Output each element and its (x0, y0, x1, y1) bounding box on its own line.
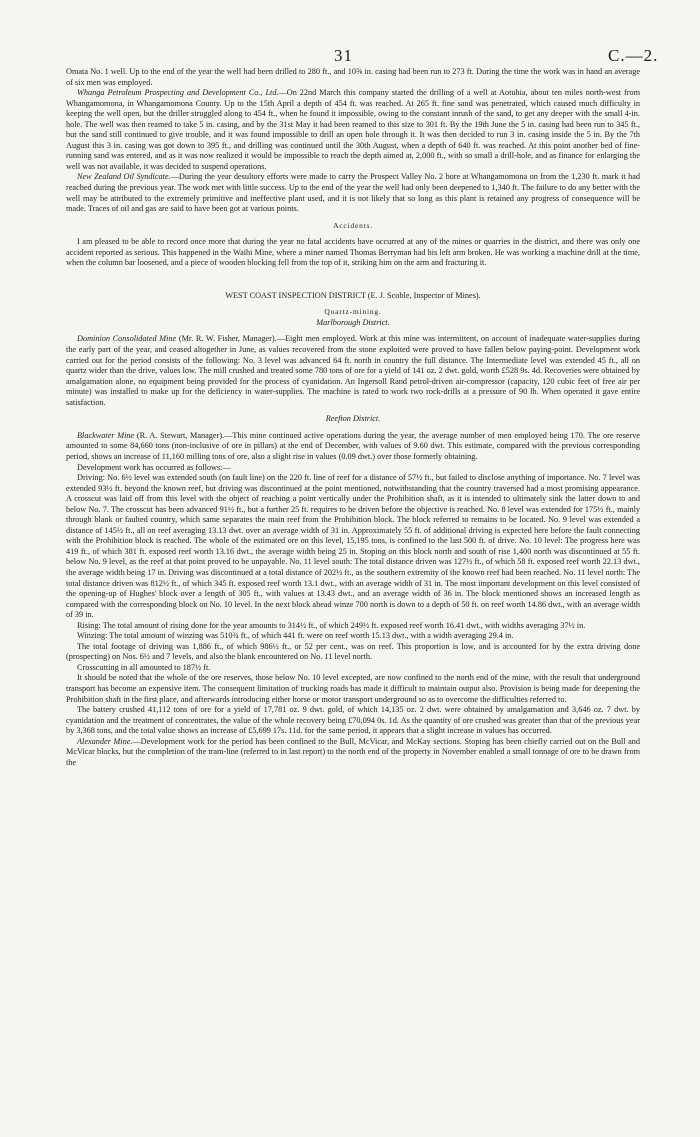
company-name: Whanga Petroleum Prospecting and Development Co., Ltd. (77, 88, 279, 98)
paragraph-crosscutting: Crosscutting in all amounted to 187½ ft. (77, 662, 211, 672)
page-body (66, 67, 640, 768)
paragraph-alexander (66, 737, 640, 769)
paragraph-whanga (66, 88, 640, 172)
heading-marlborough: Marlborough District. (316, 317, 390, 327)
paragraph-text: —Development work for the period has been confined to the Bull, McVicar, and McKay sections. Stoping has been chiefly carried out on the Bull and McVicar blocks, but the completion of the tram-line (referred to in last report) to the north end of the property in November enabled a small tonnage of ore to be drawn from the (66, 736, 640, 767)
page-number: 31 (334, 46, 353, 65)
paragraph-rising: Rising: The total amount of rising done for the year amounts to 314½ ft., of which 249½ ft. exposed reef worth 16.41 dwt., with widths averaging 37½ in. (77, 620, 586, 630)
paragraph-ore-reserves: It should be noted that the whole of the ore reserves, those below No. 10 level excepted, are now confined to the north end of the mine, with the result that underground transport has become an expensive item. The consequent limitation of trucking roads has made it difficult to maintain output also. Provision is being made for deepening the Prohibition shaft in the first place, and afterwards introducing either horse or motor transport underground so as to overcome the difficulties referred to. (66, 673, 640, 704)
heading-reefton: Reefton District. (325, 414, 381, 424)
heading-quartz-mining: Quartz-mining. (324, 307, 382, 317)
paragraph-driving: Driving: No. 6½ level was extended south (on fault line) on the 220 ft. line of reef for a distance of 57½ ft., but failed to disclose anything of importance. No. 7 level was extended 93½ ft. beyond the known reef, but driving was discontinued at the point mentioned, notwithstanding that the country traversed had a most promising appearance. A crosscut was laid off from this level with the object of reaching a point vertically under the Prohibition shaft, as it is intended to ultimately sink the latter down to and below No. 7. The crosscut has been advanced 91½ ft., but a further 25 ft. requires to be driven before the objective is reached. No. 8 level was extended for 175½ ft., mainly through blank or faulted country, which same separates the main reef from the Prohibition block. The block referred to remains to be located. No. 9 level was extended a distance of 145½ ft., all on reef averaging 13.13 dwt. over an average width of 31 in. Approximately 55 ft. of additional driving is expected here before the fault connecting with the Prohibition block is reached. The whole of the estimated ore on this level, 15,195 tons, is confined to the last 500 ft. of drive. No. 10 level: The progress here was 419 ft., of which 381 ft. exposed reef worth 13.16 dwt., the average width being 25 in. Stoping on this block north and south of rise 1,400 north was discontinued at 55 ft. below No. 9 level, as the reef at that point proved to be unpayable. No. 11 level south: The total distance driven was 127½ ft., of which 58 ft. exposed reef worth 22.13 dwt., the average width being 17 in. Driving was discontinued at a total distance of 202½ ft., as the southern extremity of the known reef had been reached. No. 11 level north: The total distance driven was 812½ ft., of which 345 ft. exposed reef worth 13.1 dwt., with an average width of 31 in. The most important development on this level consisted of the opening-up of Hughes' block over a length of 305 ft., with values at 13.43 dwt., and an average width of 36 in. The block mentioned shows an increased length as compared with the corresponding block on No. 10 level. In the next block ahead winze 700 north is down to a depth of 50 ft. on reef worth 14.86 dwt., with an average width of 39 in. (66, 473, 640, 620)
paragraph-text: —On 22nd March this company started the drilling of a well at Aotuhia, about ten miles north-west from Whangamomona, in Whangamomona County. Up to the 15th April a depth of 454 ft. was reached. At 265 ft. fine sand was penetrated, which caused much difficulty in keeping the well open, but the driller struggled along to 454 ft., when he found it impossible, owing to the constant inrush of the sand, to get any deeper with the small 4-in. hole. The well was then reamed to take 5 in. casing, and by the 31st May it had been reamed to this size to 301 ft. By the 19th June the 5 in. casing had been run to 345 ft., but the sand still continued to give trouble, and it was found impossible to drill an open hole through it. It was then decided to run 3 in. casing inside the 5 in. By the 7th August this 3 in. casing was got down to 395 ft., and drilling was continued until the 30th August, when a depth of 640 ft. was reached. At this point another bed of fine-running sand was entered, and as it was now realized it would be impossible to reach the depth aimed at, 2,000 ft., with so small a drill-hole, and as finance for enlarging the well was not available, it was decided to suspend operations. (66, 88, 640, 171)
document-reference: C.—2. (608, 46, 659, 65)
paragraph-text: —During the year desultory efforts were made to carry the Prospect Valley No. 2 bore at Whangamomona on from the 1,230 ft. mark it had reached during the previous year. The work met with little success. Up to the end of the year the well had only been deepened to 1,340 ft. The failure to do any better with the well may be attributed to the extremely primitive and ineffective plant used, and it is not likely that so long as this plant is retained any progress of consequence will be made. Traces of oil and gas are said to have been got at various points. (66, 172, 640, 214)
paragraph-blackwater (66, 431, 640, 463)
paragraph-omata: Omata No. 1 well. Up to the end of the year the well had been drilled to 280 ft., and 10⅝ in. casing had been run to 273 ft. During the time the work was in hand an average of six men was employed. (66, 67, 640, 87)
paragraph-development: Development work has occurred as follows:— (77, 462, 231, 472)
company-name: New Zealand Oil Syndicate. (77, 172, 171, 182)
paragraph-text: (Mr. R. W. Fisher, Manager).—Eight men employed. Work at this mine was intermittent, on account of inadequate water-supplies during the early part of the year, and ceased altogether in June, as values recovered from the stone exploited were proved to have fallen below paying-point. Development work carried out for the period consists of the following: No. 3 level was advanced 64 ft. north in country the full distance. The Intermediate level was extended 45 ft., all on quartz wider than the drive, values low. The mill crushed and treated some 780 tons of ore for a yield of 141 oz. 2 dwt. gold, worth £528 9s. 4d. Recoveries were obtained by amalgamation alone, no equipment being provided for the process of cyanidation. An Ingersoll Rand petrol-driven air-compressor (capacity, 120 cubic feet of free air per minute) was installed to make up for the deficiency in water-supplies. The machine is rated to work two rock-drills at a pressure of 90 lb. When operated it gave entire satisfaction. (66, 334, 641, 407)
paragraph-battery: The battery crushed 41,112 tons of ore for a yield of 17,781 oz. 9 dwt. gold, of which 14,135 oz. 2 dwt. were obtained by amalgamation and 3,646 oz. 7 dwt. by cyanidation and the treatment of concentrates, the value of the whole recovery being £70,094 0s. 1d. As the quantity of ore crushed was greater than that of the previous year by 3,368 tons, and the total value shows an increase of £5,699 17s. 11d. for the same period, it appears that a slight increase in values has occurred. (66, 705, 640, 736)
paragraph-dominion (66, 334, 640, 408)
mine-name: Dominion Consolidated Mine (77, 334, 177, 344)
heading-accidents: Accidents. (333, 220, 373, 230)
paragraph-accidents: I am pleased to be able to record once more that during the year no fatal accidents have occurred at any of the mines or quarries in the district, and there was only one accident reported as serious. This happened in the Waihi Mine, where a miner named Thomas Berryman had his left arm broken. He was working a machine drill at the time, when the column bar loosened, and a piece of wooden blocking fell from the top of it, striking him on the arm and fracturing it. (66, 237, 640, 268)
paragraph-winzing: Winzing: The total amount of winzing was 510¾ ft., of which 441 ft. were on reef worth 15.13 dwt., with a width averaging 29.4 in. (77, 631, 514, 641)
mine-name: Blackwater Mine (77, 430, 135, 440)
paragraph-nz-oil (66, 172, 640, 214)
mine-name: Alexander Mine. (77, 736, 133, 746)
paragraph-footage: The total footage of driving was 1,886 ft., of which 986½ ft., or 52 per cent., was on reef. This proportion is low, and is accounted for by the extra driving done (prospecting) on Nos. 6½ and 7 levels, and also the blank encountered on No. 11 level north. (66, 641, 640, 662)
paragraph-text: (R. A. Stewart, Manager).—This mine continued active operations during the year, the average number of men employed being 170. The ore reserve amounted to some 84,660 tons (non-inclusive of ore in pillars) at the end of December, with values of 9.60 dwt. This estimate, compared with the previous corresponding period, shows an increase of 11,160 milling tons of ore, also a slight rise in values (0.09 dwt.) over those formerly obtaining. (66, 430, 640, 461)
heading-west-coast: WEST COAST INSPECTION DISTRICT (E. J. Scoble, Inspector of Mines). (225, 290, 481, 300)
